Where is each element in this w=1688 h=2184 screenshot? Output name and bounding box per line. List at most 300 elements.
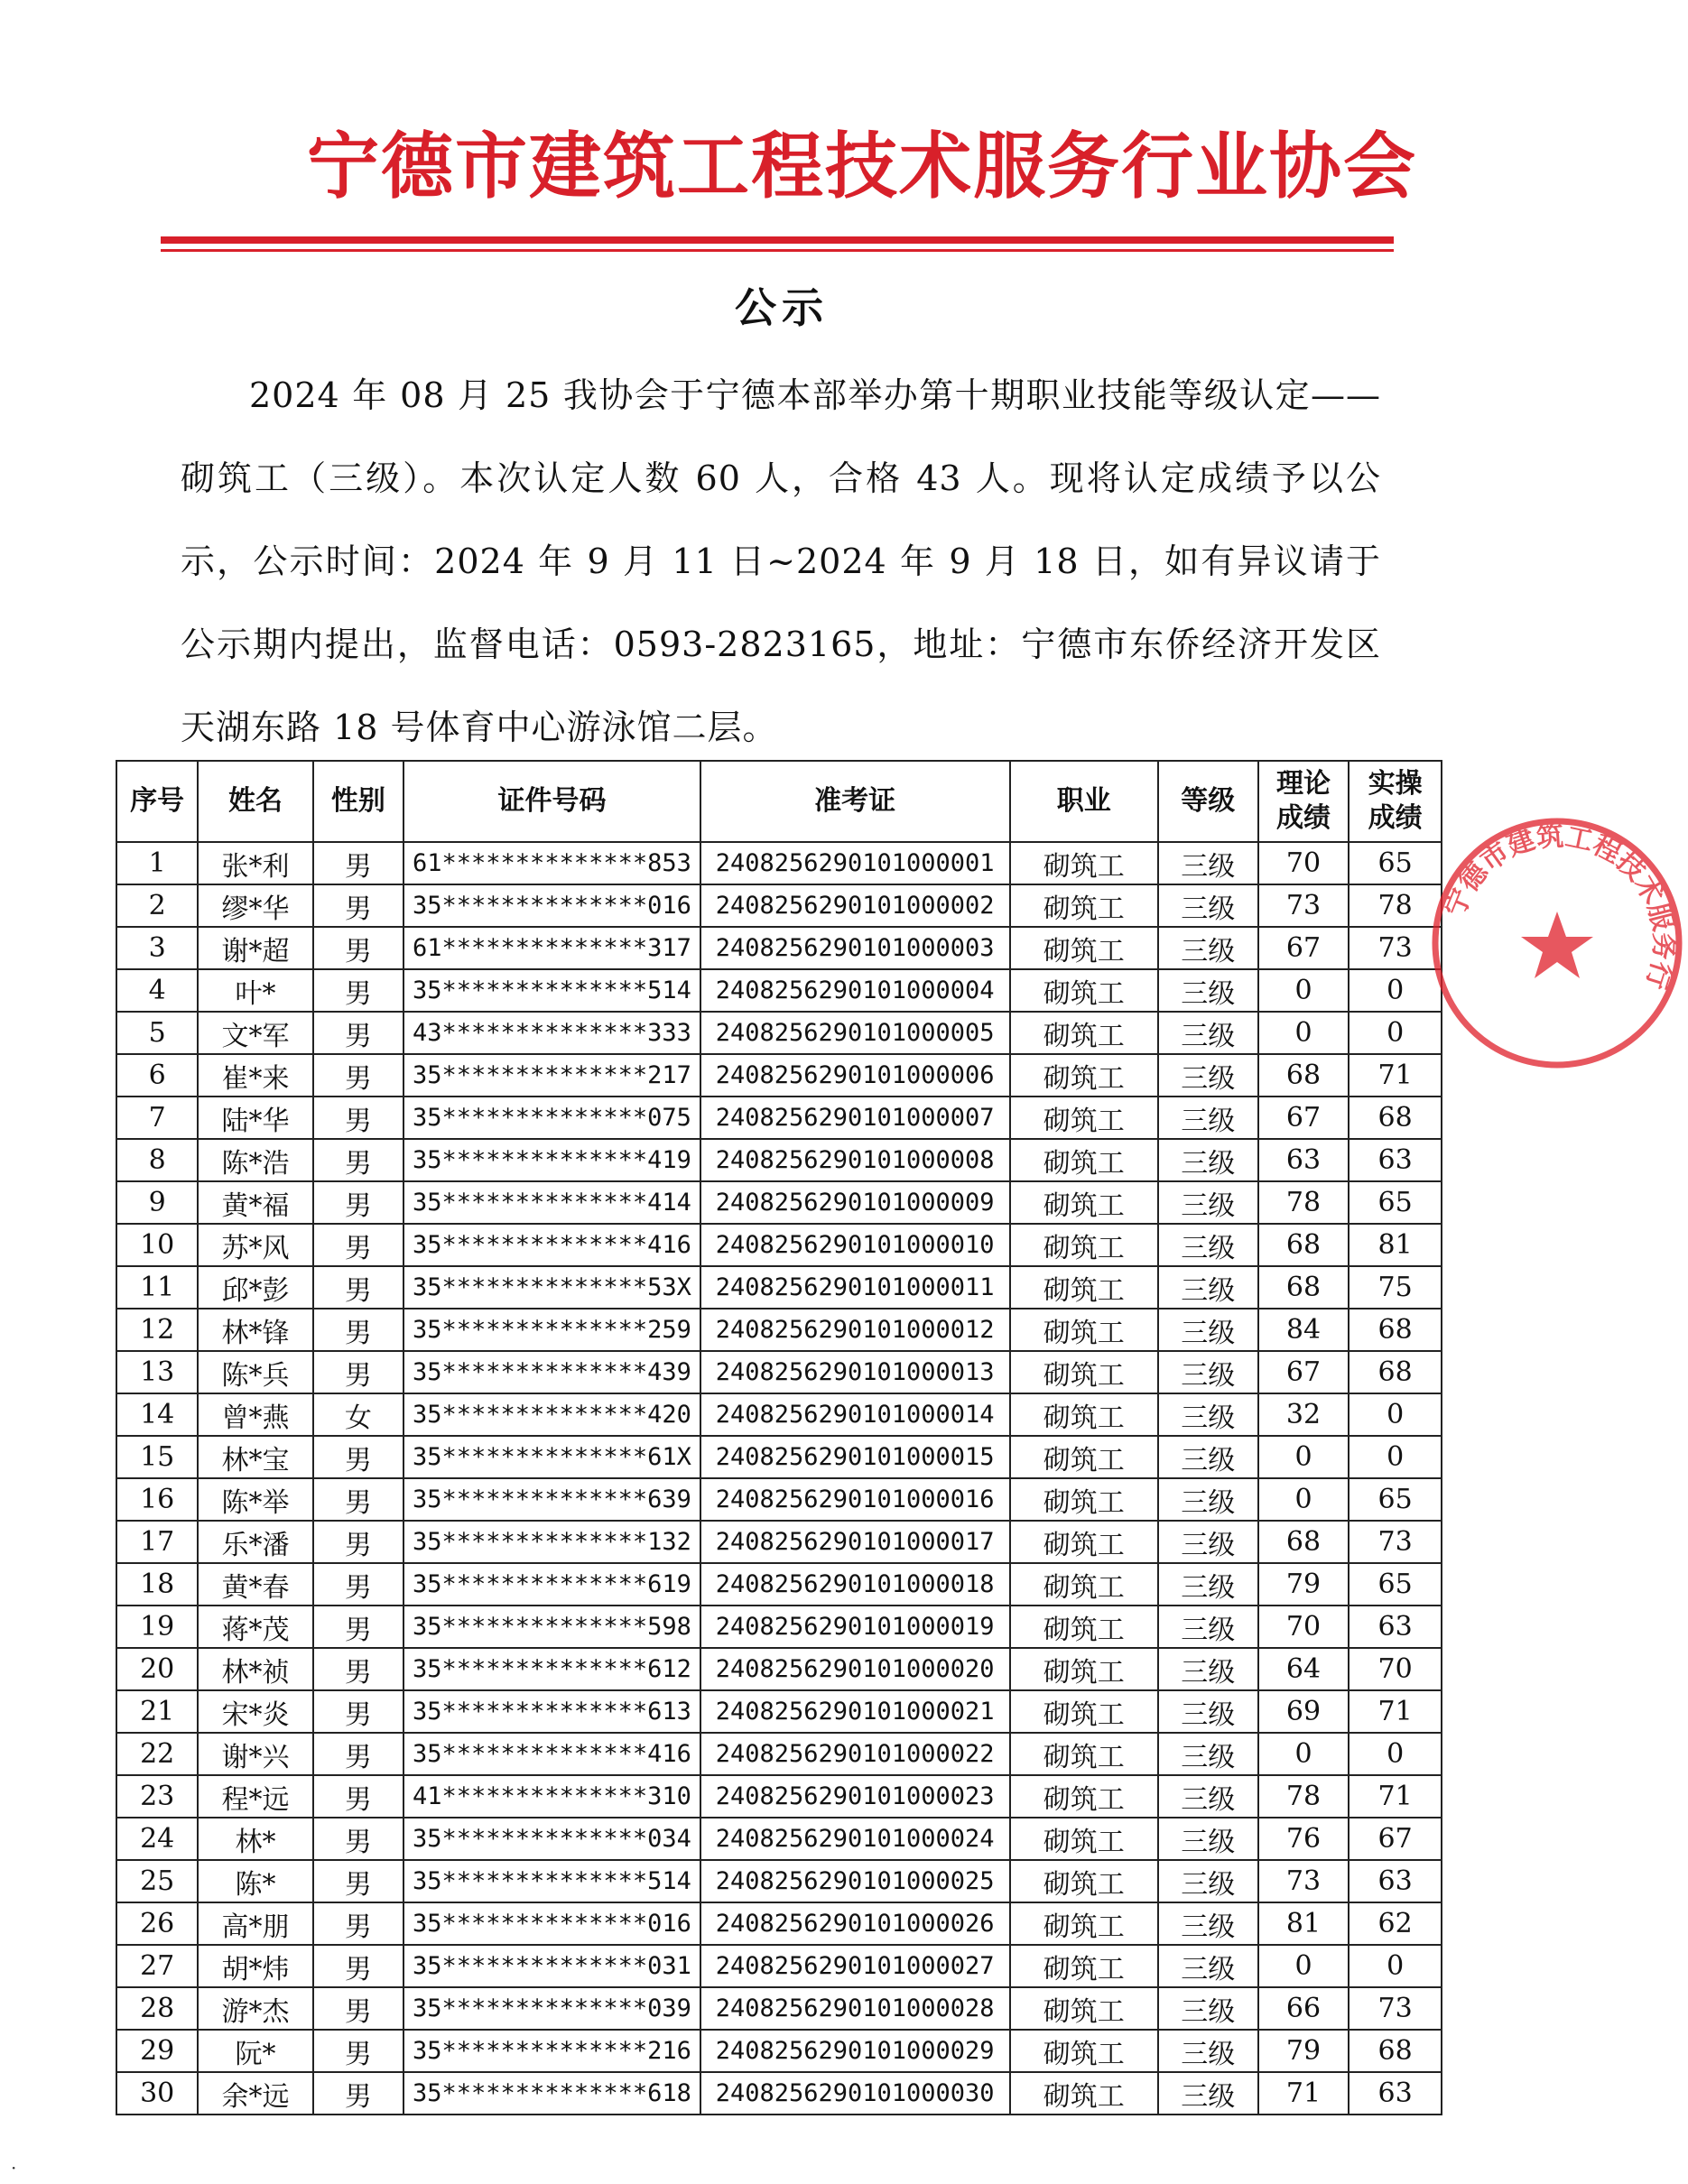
cell-id-number: 35**************039 [403,1987,700,2030]
cell-level: 三级 [1158,1818,1258,1860]
table-row [116,1393,1442,1436]
table-row [116,1902,1442,1945]
cell-id-number: 35**************031 [403,1945,700,1987]
cell-name: 邱*彭 [198,1266,312,1309]
col-header-level: 等级 [1158,761,1258,842]
cell-practical-score: 81 [1349,1224,1442,1266]
cell-ticket: 2408256290101000012 [700,1309,1010,1351]
cell-id-number: 61**************853 [403,842,700,884]
cell-practical-score: 68 [1349,1309,1442,1351]
cell-practical-score: 71 [1349,1690,1442,1733]
cell-ticket: 2408256290101000017 [700,1521,1010,1563]
cell-gender: 男 [313,2030,404,2072]
cell-gender: 男 [313,1818,404,1860]
table-row [116,2072,1442,2115]
table-row [116,1097,1442,1139]
table-row [116,1818,1442,1860]
cell-practical-score: 65 [1349,842,1442,884]
cell-occupation: 砌筑工 [1010,1181,1158,1224]
table-row [116,1690,1442,1733]
col-header-occupation: 职业 [1010,761,1158,842]
cell-level: 三级 [1158,1860,1258,1902]
cell-name: 黄*福 [198,1181,312,1224]
cell-occupation: 砌筑工 [1010,1775,1158,1818]
cell-practical-score: 68 [1349,2030,1442,2072]
cell-gender: 男 [313,1775,404,1818]
table-row [116,1054,1442,1097]
cell-level: 三级 [1158,884,1258,927]
cell-name: 陆*华 [198,1097,312,1139]
cell-gender: 男 [313,1309,404,1351]
table-row [116,1733,1442,1775]
cell-ticket: 2408256290101000025 [700,1860,1010,1902]
cell-practical-score: 63 [1349,2072,1442,2115]
cell-gender: 男 [313,1097,404,1139]
cell-id-number: 35**************639 [403,1478,700,1521]
cell-theory-score: 0 [1258,1733,1349,1775]
cell-index: 4 [116,969,198,1012]
cell-occupation: 砌筑工 [1010,1393,1158,1436]
cell-gender: 男 [313,842,404,884]
cell-index: 17 [116,1521,198,1563]
cell-theory-score: 63 [1258,1139,1349,1181]
cell-theory-score: 76 [1258,1818,1349,1860]
cell-practical-score: 70 [1349,1648,1442,1690]
table-row [116,1648,1442,1690]
cell-practical-score: 65 [1349,1181,1442,1224]
cell-ticket: 2408256290101000018 [700,1563,1010,1606]
cell-id-number: 43**************333 [403,1012,700,1054]
table-row [116,1139,1442,1181]
cell-occupation: 砌筑工 [1010,2072,1158,2115]
cell-name: 高*朋 [198,1902,312,1945]
table-row [116,1945,1442,1987]
cell-index: 3 [116,927,198,969]
cell-occupation: 砌筑工 [1010,1266,1158,1309]
cell-index: 11 [116,1266,198,1309]
cell-theory-score: 69 [1258,1690,1349,1733]
cell-theory-score: 71 [1258,2072,1349,2115]
cell-ticket: 2408256290101000030 [700,2072,1010,2115]
cell-level: 三级 [1158,1012,1258,1054]
cell-index: 1 [116,842,198,884]
cell-id-number: 35**************419 [403,1139,700,1181]
cell-gender: 男 [313,1860,404,1902]
cell-gender: 男 [313,1563,404,1606]
cell-ticket: 2408256290101000023 [700,1775,1010,1818]
cell-level: 三级 [1158,842,1258,884]
cell-level: 三级 [1158,1097,1258,1139]
cell-occupation: 砌筑工 [1010,884,1158,927]
cell-occupation: 砌筑工 [1010,1054,1158,1097]
cell-id-number: 35**************414 [403,1181,700,1224]
table-row [116,1012,1442,1054]
cell-ticket: 2408256290101000024 [700,1818,1010,1860]
cell-name: 阮* [198,2030,312,2072]
cell-theory-score: 73 [1258,1860,1349,1902]
cell-level: 三级 [1158,1351,1258,1393]
cell-ticket: 2408256290101000015 [700,1436,1010,1478]
cell-name: 林*锋 [198,1309,312,1351]
table-row [116,1478,1442,1521]
cell-name: 缪*华 [198,884,312,927]
table-row [116,1606,1442,1648]
cell-index: 20 [116,1648,198,1690]
cell-occupation: 砌筑工 [1010,1224,1158,1266]
cell-theory-score: 0 [1258,1945,1349,1987]
cell-ticket: 2408256290101000009 [700,1181,1010,1224]
cell-id-number: 35**************514 [403,1860,700,1902]
cell-name: 张*利 [198,842,312,884]
cell-ticket: 2408256290101000027 [700,1945,1010,1987]
table-row [116,1860,1442,1902]
cell-practical-score: 73 [1349,1987,1442,2030]
cell-occupation: 砌筑工 [1010,1139,1158,1181]
cell-gender: 男 [313,1606,404,1648]
cell-gender: 男 [313,1521,404,1563]
cell-gender: 男 [313,1733,404,1775]
cell-level: 三级 [1158,2030,1258,2072]
cell-practical-score: 68 [1349,1351,1442,1393]
cell-id-number: 35**************132 [403,1521,700,1563]
cell-name: 谢*超 [198,927,312,969]
cell-occupation: 砌筑工 [1010,1733,1158,1775]
col-header-index: 序号 [116,761,198,842]
cell-ticket: 2408256290101000007 [700,1097,1010,1139]
cell-index: 7 [116,1097,198,1139]
cell-index: 22 [116,1733,198,1775]
cell-practical-score: 65 [1349,1563,1442,1606]
cell-ticket: 2408256290101000026 [700,1902,1010,1945]
cell-ticket: 2408256290101000021 [700,1690,1010,1733]
cell-level: 三级 [1158,1054,1258,1097]
cell-id-number: 61**************317 [403,927,700,969]
cell-practical-score: 62 [1349,1902,1442,1945]
cell-ticket: 2408256290101000029 [700,2030,1010,2072]
cell-theory-score: 70 [1258,842,1349,884]
cell-gender: 男 [313,1139,404,1181]
cell-level: 三级 [1158,2072,1258,2115]
cell-id-number: 35**************61X [403,1436,700,1478]
cell-practical-score: 0 [1349,1436,1442,1478]
cell-level: 三级 [1158,1521,1258,1563]
cell-practical-score: 0 [1349,1393,1442,1436]
cell-ticket: 2408256290101000028 [700,1987,1010,2030]
cell-index: 9 [116,1181,198,1224]
cell-index: 2 [116,884,198,927]
cell-occupation: 砌筑工 [1010,1987,1158,2030]
cell-theory-score: 66 [1258,1987,1349,2030]
header-rule-thin [161,249,1394,252]
cell-level: 三级 [1158,1775,1258,1818]
cell-index: 27 [116,1945,198,1987]
cell-index: 30 [116,2072,198,2115]
cell-level: 三级 [1158,1945,1258,1987]
notice-paragraph: 2024 年 08 月 25 我协会于宁德本部举办第十期职业技能等级认定——砌筑工（三级）。本次认定人数 60 人，合格 43 人。现将认定成绩予以公示，公示时间：2024 年 9 月 11 日~2024 年 9 月 18 日，如有异议请于公示期内提出，监督电话：0593-2823165，地址：宁德市东侨经济开发区天湖东路 18 号体育中心游泳馆二层。 [181,375,1381,747]
cell-index: 24 [116,1818,198,1860]
cell-occupation: 砌筑工 [1010,927,1158,969]
cell-occupation: 砌筑工 [1010,2030,1158,2072]
cell-gender: 男 [313,1648,404,1690]
cell-occupation: 砌筑工 [1010,842,1158,884]
cell-theory-score: 79 [1258,2030,1349,2072]
cell-theory-score: 70 [1258,1606,1349,1648]
table-row [116,1436,1442,1478]
cell-id-number: 35**************416 [403,1733,700,1775]
cell-level: 三级 [1158,1987,1258,2030]
table-row [116,969,1442,1012]
col-header-practical-score [1349,761,1442,842]
cell-name: 余*远 [198,2072,312,2115]
cell-name: 文*军 [198,1012,312,1054]
cell-name: 乐*潘 [198,1521,312,1563]
cell-level: 三级 [1158,1563,1258,1606]
cell-id-number: 35**************439 [403,1351,700,1393]
cell-ticket: 2408256290101000004 [700,969,1010,1012]
cell-gender: 男 [313,2072,404,2115]
cell-id-number: 35**************613 [403,1690,700,1733]
cell-theory-score: 0 [1258,1436,1349,1478]
cell-level: 三级 [1158,1648,1258,1690]
cell-ticket: 2408256290101000019 [700,1606,1010,1648]
cell-name: 陈*兵 [198,1351,312,1393]
cell-theory-score: 68 [1258,1224,1349,1266]
svg-text:宁德市建筑工程技术服务行 [1439,820,1679,993]
cell-index: 16 [116,1478,198,1521]
col-header-name: 姓名 [198,761,312,842]
cell-practical-score: 75 [1349,1266,1442,1309]
cell-practical-score: 0 [1349,1945,1442,1987]
cell-name: 林*祯 [198,1648,312,1690]
cell-id-number: 35**************016 [403,884,700,927]
table-row [116,2030,1442,2072]
cell-id-number: 35**************034 [403,1818,700,1860]
cell-occupation: 砌筑工 [1010,1351,1158,1393]
cell-index: 13 [116,1351,198,1393]
cell-id-number: 35**************53X [403,1266,700,1309]
cell-gender: 男 [313,884,404,927]
cell-occupation: 砌筑工 [1010,1818,1158,1860]
cell-index: 5 [116,1012,198,1054]
cell-name: 谢*兴 [198,1733,312,1775]
cell-practical-score: 73 [1349,1521,1442,1563]
cell-occupation: 砌筑工 [1010,1521,1158,1563]
cell-occupation: 砌筑工 [1010,969,1158,1012]
cell-occupation: 砌筑工 [1010,1860,1158,1902]
cell-ticket: 2408256290101000022 [700,1733,1010,1775]
cell-gender: 男 [313,1478,404,1521]
cell-index: 21 [116,1690,198,1733]
cell-occupation: 砌筑工 [1010,1309,1158,1351]
cell-occupation: 砌筑工 [1010,1606,1158,1648]
cell-id-number: 35**************618 [403,2072,700,2115]
cell-theory-score: 68 [1258,1521,1349,1563]
notice-title: 公示 [735,283,829,332]
cell-id-number: 35**************016 [403,1902,700,1945]
cell-gender: 男 [313,1054,404,1097]
cell-index: 15 [116,1436,198,1478]
cell-id-number: 35**************612 [403,1648,700,1690]
cell-occupation: 砌筑工 [1010,1097,1158,1139]
table-row [116,1521,1442,1563]
cell-theory-score: 67 [1258,1351,1349,1393]
cell-practical-score: 0 [1349,1733,1442,1775]
cell-theory-score: 84 [1258,1309,1349,1351]
cell-index: 25 [116,1860,198,1902]
cell-practical-score: 73 [1349,927,1442,969]
cell-level: 三级 [1158,1309,1258,1351]
cell-occupation: 砌筑工 [1010,1563,1158,1606]
cell-practical-score: 65 [1349,1478,1442,1521]
cell-practical-score: 71 [1349,1054,1442,1097]
cell-level: 三级 [1158,927,1258,969]
cell-name: 蒋*茂 [198,1606,312,1648]
cell-ticket: 2408256290101000014 [700,1393,1010,1436]
cell-id-number: 35**************217 [403,1054,700,1097]
cell-index: 29 [116,2030,198,2072]
cell-name: 黄*春 [198,1563,312,1606]
table-row [116,1266,1442,1309]
table-row [116,1987,1442,2030]
cell-index: 8 [116,1139,198,1181]
cell-index: 10 [116,1224,198,1266]
cell-ticket: 2408256290101000003 [700,927,1010,969]
cell-index: 28 [116,1987,198,2030]
cell-name: 陈* [198,1860,312,1902]
cell-level: 三级 [1158,1902,1258,1945]
cell-id-number: 35**************420 [403,1393,700,1436]
organization-name: 宁德市建筑工程技术服务行业协会 [307,125,1417,208]
cell-name: 胡*炜 [198,1945,312,1987]
cell-level: 三级 [1158,1606,1258,1648]
cell-name: 林*宝 [198,1436,312,1478]
table-row [116,1351,1442,1393]
cell-name: 崔*来 [198,1054,312,1097]
cell-id-number: 35**************075 [403,1097,700,1139]
cell-index: 23 [116,1775,198,1818]
table-row [116,1224,1442,1266]
cell-practical-score: 78 [1349,884,1442,927]
table-body [116,842,1442,2115]
cell-level: 三级 [1158,1690,1258,1733]
cell-name: 曾*燕 [198,1393,312,1436]
cell-theory-score: 0 [1258,1012,1349,1054]
cell-occupation: 砌筑工 [1010,1478,1158,1521]
cell-ticket: 2408256290101000013 [700,1351,1010,1393]
cell-occupation: 砌筑工 [1010,1012,1158,1054]
practical-score-label: 实操成绩 [1368,768,1423,834]
cell-name: 苏*风 [198,1224,312,1266]
col-header-id-number: 证件号码 [403,761,700,842]
cell-ticket: 2408256290101000001 [700,842,1010,884]
cell-name: 陈*浩 [198,1139,312,1181]
cell-theory-score: 0 [1258,1478,1349,1521]
cell-theory-score: 67 [1258,1097,1349,1139]
cell-gender: 男 [313,1266,404,1309]
cell-name: 宋*炎 [198,1690,312,1733]
cell-index: 6 [116,1054,198,1097]
table-header-row [116,761,1442,842]
cell-name: 陈*举 [198,1478,312,1521]
cell-theory-score: 68 [1258,1266,1349,1309]
cell-id-number: 41**************310 [403,1775,700,1818]
cell-name: 程*远 [198,1775,312,1818]
cell-ticket: 2408256290101000008 [700,1139,1010,1181]
cell-theory-score: 32 [1258,1393,1349,1436]
cell-practical-score: 63 [1349,1139,1442,1181]
cell-theory-score: 73 [1258,884,1349,927]
cell-id-number: 35**************514 [403,969,700,1012]
cell-practical-score: 63 [1349,1606,1442,1648]
cell-practical-score: 63 [1349,1860,1442,1902]
cell-gender: 男 [313,1945,404,1987]
cell-index: 18 [116,1563,198,1606]
cell-gender: 男 [313,1224,404,1266]
cell-id-number: 35**************259 [403,1309,700,1351]
cell-id-number: 35**************598 [403,1606,700,1648]
cell-index: 19 [116,1606,198,1648]
cell-theory-score: 67 [1258,927,1349,969]
cell-gender: 男 [313,1351,404,1393]
cell-index: 26 [116,1902,198,1945]
cell-theory-score: 78 [1258,1775,1349,1818]
cell-theory-score: 64 [1258,1648,1349,1690]
cell-theory-score: 81 [1258,1902,1349,1945]
cell-gender: 男 [313,1181,404,1224]
cell-level: 三级 [1158,1436,1258,1478]
cell-theory-score: 78 [1258,1181,1349,1224]
cell-occupation: 砌筑工 [1010,1945,1158,1987]
cell-gender: 男 [313,927,404,969]
seal-text: 宁德市建筑工程技术服务行 [1439,820,1680,994]
table-row [116,1775,1442,1818]
cell-level: 三级 [1158,969,1258,1012]
cell-level: 三级 [1158,1478,1258,1521]
cell-practical-score: 0 [1349,969,1442,1012]
cell-gender: 女 [313,1393,404,1436]
table-row [116,1563,1442,1606]
cell-theory-score: 79 [1258,1563,1349,1606]
table-row [116,1181,1442,1224]
col-header-theory-score [1258,761,1349,842]
cell-gender: 男 [313,1902,404,1945]
cell-theory-score: 0 [1258,969,1349,1012]
cell-ticket: 2408256290101000002 [700,884,1010,927]
cell-gender: 男 [313,969,404,1012]
table-row [116,842,1442,884]
cell-name: 林* [198,1818,312,1860]
cell-gender: 男 [313,1987,404,2030]
cell-occupation: 砌筑工 [1010,1690,1158,1733]
cell-level: 三级 [1158,1393,1258,1436]
cell-gender: 男 [313,1436,404,1478]
cell-level: 三级 [1158,1733,1258,1775]
cell-theory-score: 68 [1258,1054,1349,1097]
cell-id-number: 35**************216 [403,2030,700,2072]
scan-mark: · [11,2157,17,2179]
cell-gender: 男 [313,1012,404,1054]
cell-gender: 男 [313,1690,404,1733]
cell-index: 14 [116,1393,198,1436]
cell-ticket: 2408256290101000016 [700,1478,1010,1521]
header-rule-thick [161,236,1394,244]
cell-ticket: 2408256290101000006 [700,1054,1010,1097]
cell-occupation: 砌筑工 [1010,1436,1158,1478]
cell-level: 三级 [1158,1224,1258,1266]
table-row [116,927,1442,969]
cell-id-number: 35**************619 [403,1563,700,1606]
table-row [116,1309,1442,1351]
